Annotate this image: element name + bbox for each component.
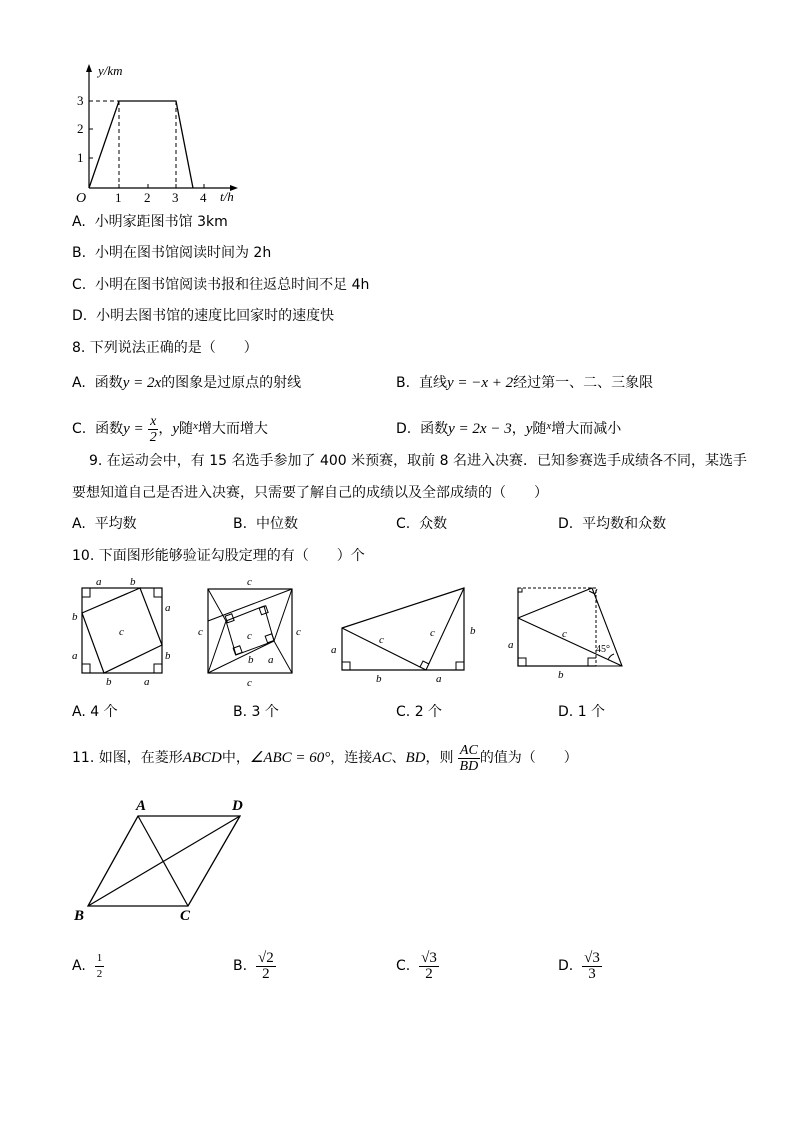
vertex-a: A [136, 798, 147, 814]
svg-text:b: b [558, 669, 564, 681]
q8-stem: 8. 下列说法正确的是（ ） [72, 340, 258, 356]
distance-time-graph [70, 60, 250, 210]
svg-text:c: c [198, 626, 203, 638]
x-tick-3: 3 [172, 190, 179, 205]
q9-option-b: B. 中位数 [233, 516, 298, 532]
y-tick-1: 1 [77, 150, 84, 165]
q10-option-d: D. 1 个 [558, 704, 606, 720]
q9-line-2: 要想知道自己是否进入决赛，只需要了解自己的成绩以及全部成绩的（ ） [72, 485, 548, 501]
svg-text:c: c [247, 630, 252, 642]
q9-line-1: 9. 在运动会中，有 15 名选手参加了 400 米预赛，取前 8 名进入决赛．已知参赛选手成绩各不同，某选手 [89, 453, 747, 469]
q10-stem: 10. 下面图形能够验证勾股定理的有（ ）个 [72, 548, 365, 564]
q10-option-a: A. 4 个 [72, 704, 118, 720]
pythagoras-figure-3 [326, 580, 482, 690]
q9-option-d: D. 平均数和众数 [558, 516, 667, 532]
q10-option-c: C. 2 个 [396, 704, 443, 720]
svg-text:c: c [430, 627, 435, 639]
q8-option-d: D. 函数y = 2x − 3，y随$^x$增大而减小 [396, 420, 622, 437]
svg-text:a: a [331, 644, 337, 656]
svg-text:b: b [165, 650, 170, 662]
svg-text:a: a [144, 676, 150, 688]
q8-c-fraction: $\frac{x}{2}$ [149, 413, 157, 445]
q8-option-b: B. 直线y = −x + 2经过第一、二、三象限 [396, 375, 654, 391]
q11-stem: 11. 如图，在菱形ABCD中，∠ABC = 60°，连接AC、BD，则 $\frac{AC}{BD}$ 的值为（ ） [72, 742, 578, 774]
y-axis-label: y/km [98, 63, 123, 78]
x-axis-label: t/h [220, 189, 234, 204]
svg-text:a: a [508, 639, 514, 651]
q11-option-d: D. $\frac{√3}{3}$ [558, 949, 600, 982]
q10-option-b: B. 3 个 [233, 704, 279, 720]
q8-option-c: C. 函数y = $\frac{x}{2}$ ，y随$^x$增大而增大 [72, 413, 268, 445]
vertex-b: B [74, 908, 85, 924]
rhombus-figure [70, 792, 260, 928]
q7-option-c: C. 小明在图书馆阅读书报和往返总时间不足 4h [72, 277, 370, 293]
q7-option-d: D. 小明去图书馆的速度比回家时的速度快 [72, 308, 335, 324]
svg-text:a: a [268, 654, 274, 666]
svg-text:b: b [130, 576, 136, 588]
q9-option-a: A. 平均数 [72, 516, 137, 532]
y-tick-3: 3 [77, 93, 84, 108]
q7-option-b: B. 小明在图书馆阅读时间为 2h [72, 245, 272, 261]
vertex-d: D [232, 798, 243, 814]
svg-text:c: c [119, 626, 124, 638]
svg-text:c: c [296, 626, 301, 638]
pythagoras-figure-2 [196, 575, 308, 690]
x-tick-4: 4 [200, 190, 207, 205]
svg-text:b: b [248, 654, 254, 666]
svg-text:c: c [379, 634, 384, 646]
svg-text:45°: 45° [596, 644, 610, 655]
svg-text:c: c [247, 576, 252, 588]
q11-fraction: $\frac{AC}{BD}$ [459, 742, 479, 774]
x-tick-2: 2 [144, 190, 151, 205]
svg-text:b: b [376, 673, 382, 685]
svg-text:a: a [165, 602, 170, 614]
svg-text:b: b [470, 625, 476, 637]
svg-text:b: b [72, 611, 78, 623]
pythagoras-figure-4 [502, 580, 632, 690]
q8-option-a: A. 函数y = 2x的图象是过原点的射线 [72, 375, 302, 391]
q9-option-c: C. 众数 [396, 516, 448, 532]
svg-text:a: a [96, 576, 102, 588]
vertex-c: C [180, 908, 191, 924]
pythagoras-figure-1 [70, 575, 170, 690]
svg-text:c: c [247, 677, 252, 689]
y-tick-2: 2 [77, 121, 84, 136]
svg-text:b: b [106, 676, 112, 688]
q11-option-a: A. $\frac{1}{2}$ [72, 951, 103, 980]
q11-option-c: C. $\frac{√3}{2}$ [396, 949, 437, 982]
svg-text:a: a [436, 673, 442, 685]
x-tick-1: 1 [115, 190, 122, 205]
q7-option-a: A. 小明家距图书馆 3km [72, 214, 228, 230]
origin-label: O [76, 191, 87, 206]
q11-option-b: B. $\frac{√2}{2}$ [233, 949, 274, 982]
svg-text:c: c [562, 628, 567, 640]
svg-text:a: a [72, 650, 78, 662]
